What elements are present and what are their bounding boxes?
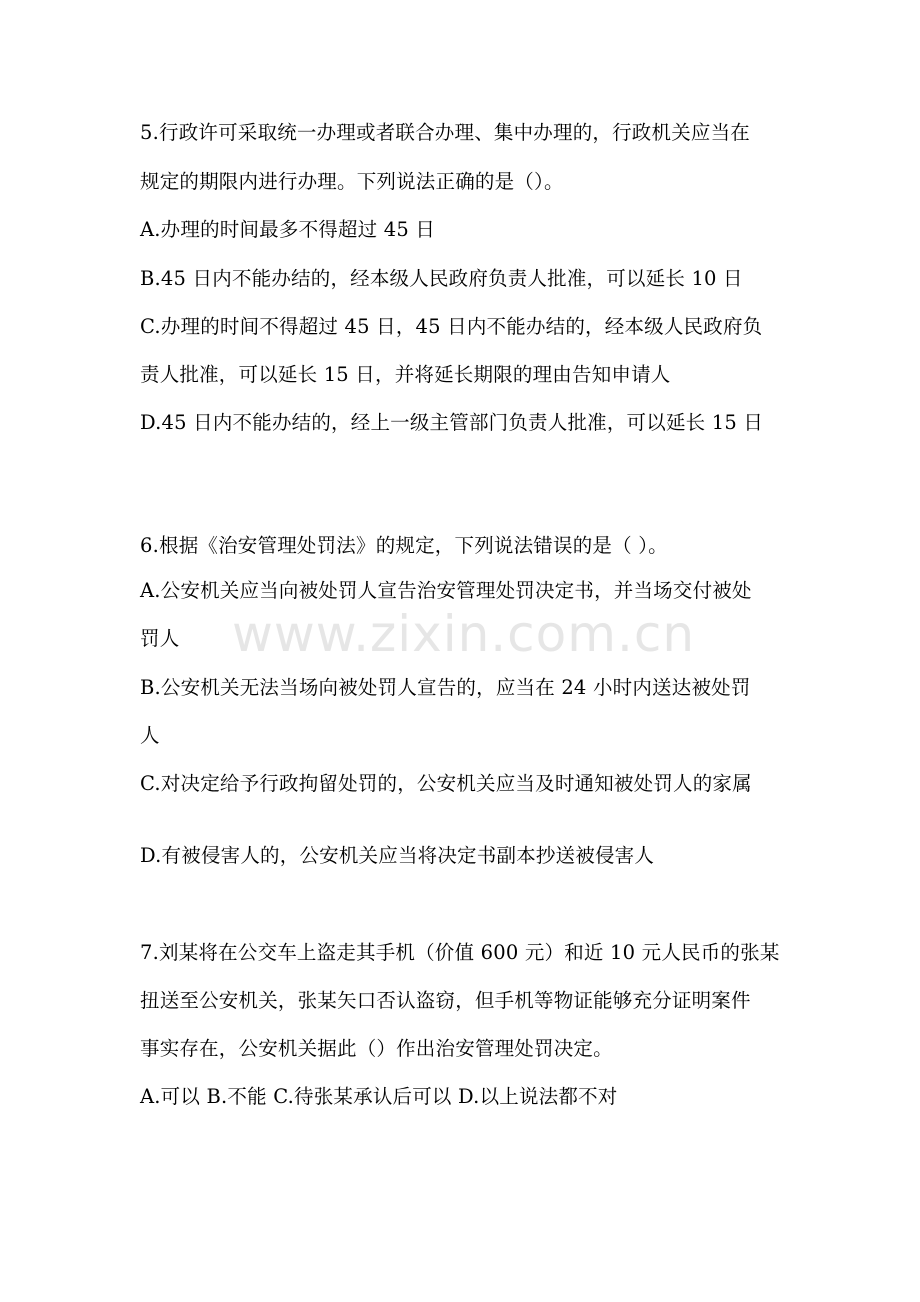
question-7-stem-line-1: 7.刘某将在公交车上盗走其手机（价值 600 元）和近 10 元人民币的张某: [140, 941, 780, 964]
question-5-option-c-line-2: 责人批准，可以延长 15 日，并将延长期限的理由告知申请人: [140, 363, 671, 386]
question-6-stem: 6.根据《治安管理处罚法》的规定，下列说法错误的是（ ）。: [140, 534, 668, 557]
question-5-stem-line-1: 5.行政许可采取统一办理或者联合办理、集中办理的，行政机关应当在: [140, 121, 751, 144]
question-7-options: A.可以 B.不能 C.待张某承认后可以 D.以上说法都不对: [140, 1085, 618, 1108]
question-7-stem-line-2: 扭送至公安机关，张某矢口否认盗窃，但手机等物证能够充分证明案件: [140, 989, 751, 1012]
question-7-stem-line-3: 事实存在，公安机关据此（）作出治安管理处罚决定。: [140, 1037, 613, 1060]
question-5-option-d: D.45 日内不能办结的，经上一级主管部门负责人批准，可以延长 15 日: [140, 411, 764, 434]
question-6-option-c: C.对决定给予行政拘留处罚的，公安机关应当及时通知被处罚人的家属: [140, 772, 752, 795]
question-5-option-c-line-1: C.办理的时间不得超过 45 日，45 日内不能办结的，经本级人民政府负: [140, 315, 763, 338]
watermark: www.zixin.com.cn: [232, 605, 696, 663]
question-5-stem-line-2: 规定的期限内进行办理。下列说法正确的是（）。: [140, 170, 564, 193]
question-5-option-b: B.45 日内不能办结的，经本级人民政府负责人批准，可以延长 10 日: [140, 267, 743, 290]
question-5-option-a: A.办理的时间最多不得超过 45 日: [140, 218, 436, 241]
question-6-option-b-line-2: 人: [140, 724, 160, 747]
question-6-option-a-line-2: 罚人: [140, 627, 180, 650]
question-6-option-a-line-1: A.公安机关应当向被处罚人宣告治安管理处罚决定书，并当场交付被处: [140, 579, 752, 602]
question-6-option-b-line-1: B.公安机关无法当场向被处罚人宣告的，应当在 24 小时内送达被处罚: [140, 676, 751, 699]
question-6-option-d: D.有被侵害人的，公安机关应当将决定书副本抄送被侵害人: [140, 844, 655, 867]
